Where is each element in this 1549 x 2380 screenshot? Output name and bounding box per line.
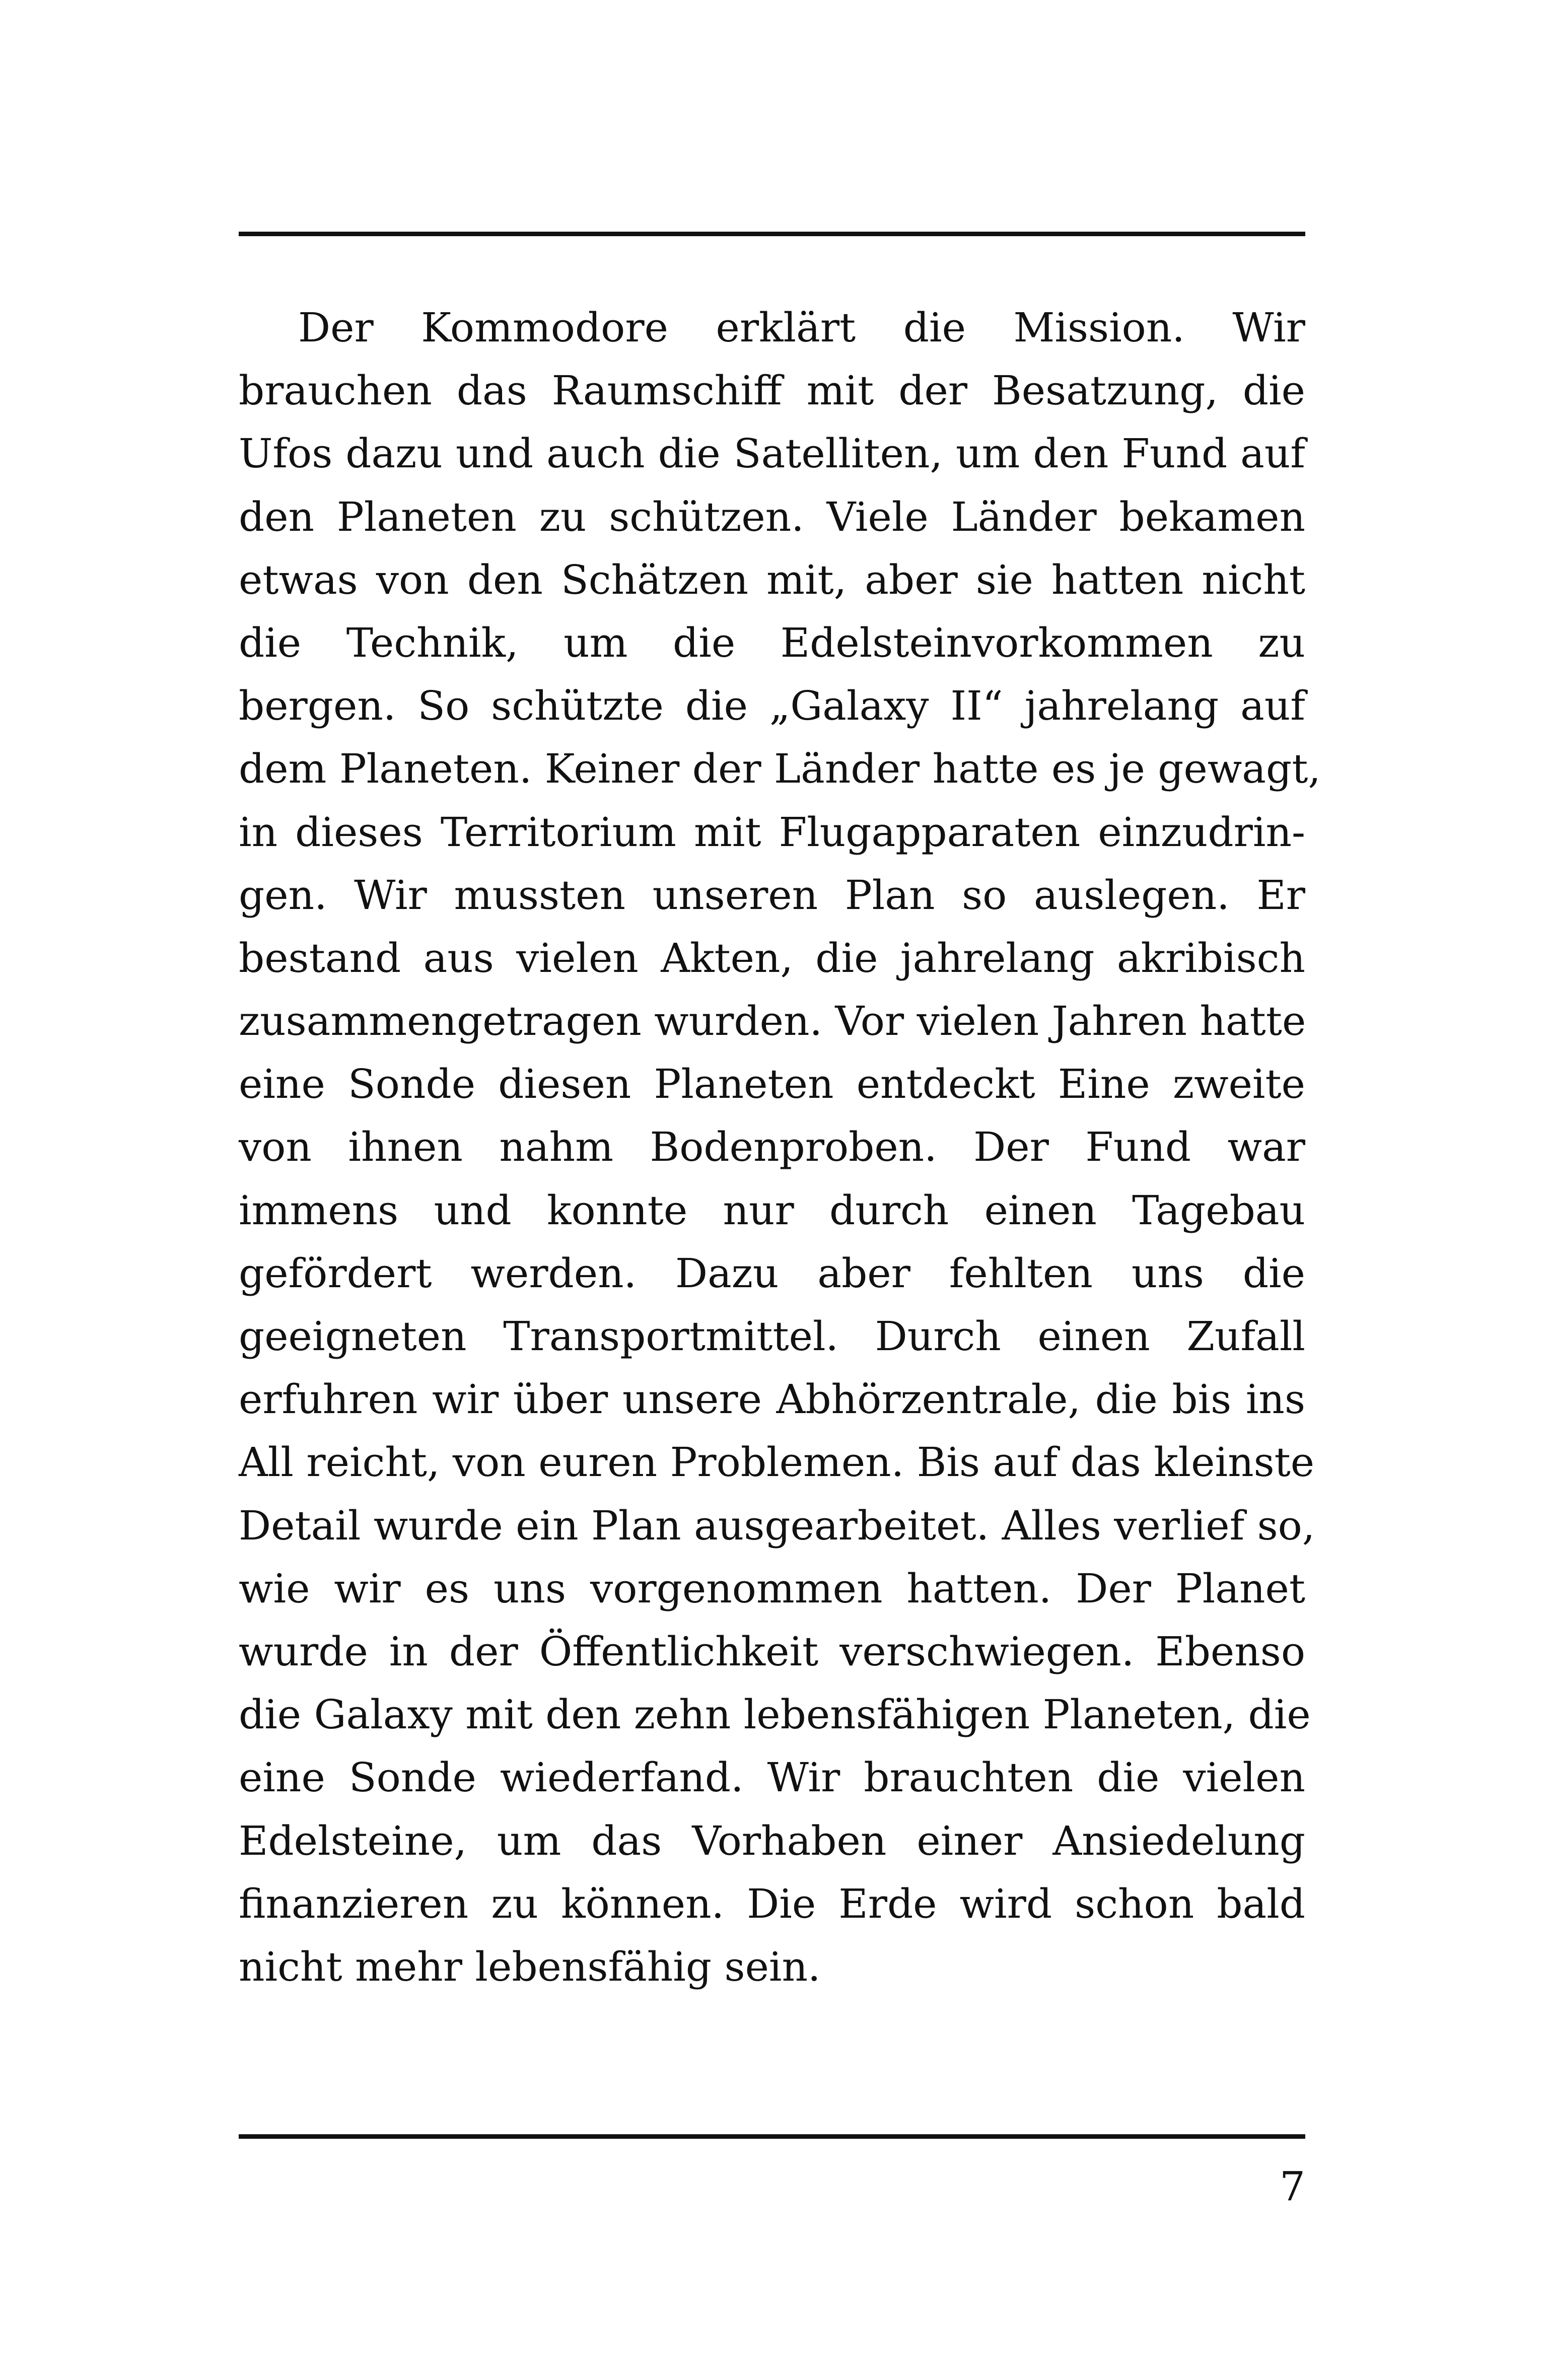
paragraph-line: brauchen das Raumschiff mit der Besatzung, die bbox=[239, 367, 1305, 414]
paragraph-line: die Galaxy mit den zehn lebensfähigen Planeten, die bbox=[239, 1691, 1311, 1738]
paragraph-line: Detail wurde ein Plan ausgearbeitet. Alles verlief so, bbox=[239, 1502, 1315, 1549]
paragraph-line: erfuhren wir über unsere Abhörzentrale, die bis ins bbox=[239, 1376, 1305, 1423]
paragraph-line: nicht mehr lebensfähig sein. bbox=[239, 1943, 821, 1990]
top-divider-line bbox=[239, 232, 1305, 236]
paragraph-line: wie wir es uns vorgenommen hatten. Der Planet bbox=[239, 1565, 1305, 1612]
page-number: 7 bbox=[1280, 2163, 1305, 2210]
paragraph-line: geeigneten Transportmittel. Durch einen Zufall bbox=[239, 1313, 1305, 1360]
paragraph-line: eine Sonde diesen Planeten entdeckt Eine zweite bbox=[239, 1061, 1305, 1108]
paragraph-line: Edelsteine, um das Vorhaben einer Ansiedelung bbox=[239, 1817, 1305, 1864]
paragraph-line: Ufos dazu und auch die Satelliten, um den Fund auf bbox=[239, 430, 1305, 477]
paragraph-line: dem Planeten. Keiner der Länder hatte es je gewagt, bbox=[239, 745, 1321, 793]
paragraph-line: gen. Wir mussten unseren Plan so auslegen. Er bbox=[239, 871, 1305, 919]
paragraph-line: wurde in der Öffentlichkeit verschwiegen. Ebenso bbox=[239, 1628, 1305, 1675]
paragraph-line: von ihnen nahm Bodenproben. Der Fund war bbox=[239, 1124, 1305, 1171]
paragraph-line: Der Kommodore erklärt die Mission. Wir bbox=[298, 304, 1305, 351]
body-paragraph bbox=[239, 296, 1321, 1998]
paragraph-line: den Planeten zu schützen. Viele Länder bekamen bbox=[239, 493, 1305, 540]
bottom-divider-line bbox=[239, 2134, 1305, 2139]
paragraph-line: finanzieren zu können. Die Erde wird schon bald bbox=[239, 1880, 1305, 1927]
paragraph-line: etwas von den Schätzen mit, aber sie hatten nicht bbox=[239, 556, 1305, 603]
paragraph-line: zusammengetragen wurden. Vor vielen Jahren hatte bbox=[239, 998, 1306, 1045]
paragraph-line: bergen. So schützte die „Galaxy II“ jahrelang auf bbox=[239, 682, 1305, 730]
paragraph-line: All reicht, von euren Problemen. Bis auf das kleinste bbox=[239, 1439, 1315, 1486]
paragraph-line: eine Sonde wiederfand. Wir brauchten die vielen bbox=[239, 1754, 1305, 1801]
paragraph-line: immens und konnte nur durch einen Tagebau bbox=[239, 1186, 1305, 1234]
paragraph-line: bestand aus vielen Akten, die jahrelang akribisch bbox=[239, 934, 1305, 982]
paragraph-line: die Technik, um die Edelsteinvorkommen zu bbox=[239, 619, 1305, 666]
paragraph-line: gefördert werden. Dazu aber fehlten uns die bbox=[239, 1249, 1305, 1297]
paragraph-line: in dieses Territorium mit Flugapparaten einzudrin- bbox=[239, 808, 1305, 856]
